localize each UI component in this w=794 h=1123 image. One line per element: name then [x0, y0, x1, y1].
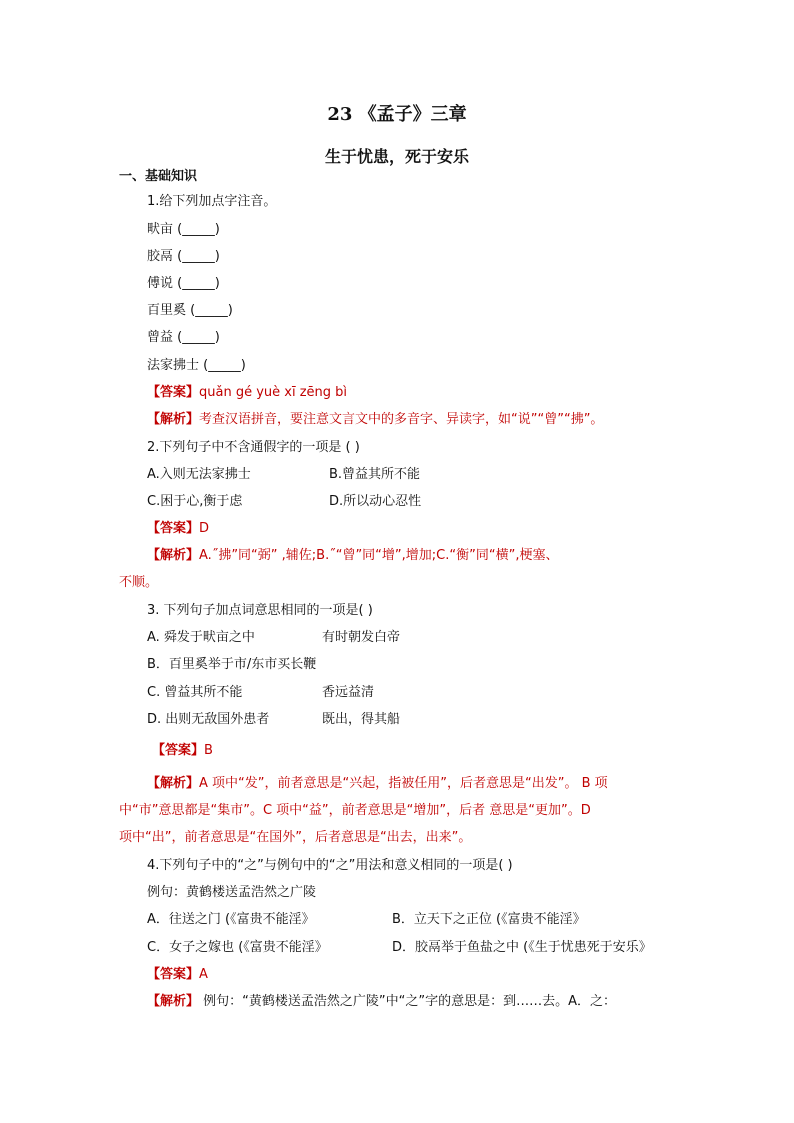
q3-explanation-cont: 项中“出”，前者意思是“在国外”，后者意思是“出去，出来”。: [119, 830, 472, 845]
q4-stem: 4.下列句子中的“之”与例句中的“之”用法和意义相同的一项是( ): [147, 858, 513, 873]
explanation-text: 考查汉语拼音，要注意文言文中的多音字、异读字，如“说”“曾”“拂”。: [199, 412, 604, 427]
q4-option-d: D．胶鬲举于鱼盐之中 (《生于忧患死于安乐》: [392, 940, 652, 955]
q1-item: 法家拂士 (_____): [147, 358, 246, 373]
page-subtitle: 生于忧患，死于安乐: [324, 147, 469, 166]
q2-stem: 2.下列句子中不含通假字的一项是 ( ): [147, 440, 360, 455]
q2-answer: [147, 521, 209, 537]
q3-answer: [152, 743, 213, 759]
q3-option-d-left: D. 出则无敌国外患者: [147, 712, 270, 727]
page-title: 23 《孟子》三章: [327, 104, 467, 125]
q3-option-c-left: C. 曾益其所不能: [147, 685, 243, 700]
q1-item: 畎亩 (_____): [147, 222, 220, 237]
q1-answer: [147, 385, 347, 401]
answer-tag: 【答案】: [152, 743, 205, 758]
explanation-tag: 【解析】: [147, 994, 200, 1009]
q4-example: 例句：黄鹤楼送孟浩然之广陵: [147, 885, 317, 900]
answer-tag: 【答案】: [147, 967, 200, 982]
answer-text: quǎn gé yuè xī zēng bì: [199, 385, 348, 400]
answer-tag: 【答案】: [147, 521, 200, 536]
answer-text: B: [204, 743, 213, 758]
explanation-text: A.˝拂”同“弼” ,辅佐;B.˝“曾”同“增”,增加;C.“衡”同“横”,梗塞、: [199, 548, 559, 563]
answer-text: A: [199, 967, 208, 982]
q3-explanation: [147, 776, 608, 792]
q1-item: 傅说 (_____): [147, 276, 220, 291]
answer-text: D: [199, 521, 210, 536]
q2-option-a: A.入则无法家拂士: [147, 467, 251, 482]
q4-explanation: [147, 994, 616, 1010]
q1-item: 百里奚 (_____): [147, 303, 233, 318]
q4-option-a: A．往送之门 (《富贵不能淫》: [147, 912, 315, 927]
q3-explanation-cont: 中“市”意思都是“集市”。C 项中“益”，前者意思是“增加”，后者 意思是“更加”。D: [119, 803, 591, 818]
q3-stem: 3. 下列句子加点词意思相同的一项是( ): [147, 603, 373, 618]
q2-explanation-cont: 不顺。: [119, 575, 159, 590]
explanation-tag: 【解析】: [147, 548, 200, 563]
q1-stem: 1.给下列加点字注音。: [147, 194, 277, 209]
q3-option-a-right: 有时朝发白帝: [322, 630, 401, 645]
explanation-text: A 项中“发”，前者意思是“兴起，指被任用”，后者意思是“出发”。 B 项: [199, 776, 608, 791]
q2-option-b: B.曾益其所不能: [329, 467, 421, 482]
q1-item: 曾益 (_____): [147, 330, 220, 345]
explanation-tag: 【解析】: [147, 776, 200, 791]
answer-tag: 【答案】: [147, 385, 200, 400]
q2-option-c: C.困于心,衡于虑: [147, 494, 243, 509]
q4-option-b: B．立天下之正位 (《富贵不能淫》: [392, 912, 586, 927]
explanation-tag: 【解析】: [147, 412, 200, 427]
q1-item: 胶鬲 (_____): [147, 249, 220, 264]
q2-option-d: D.所以动心忍性: [329, 494, 422, 509]
section-heading: 一、基础知识: [119, 169, 198, 184]
q3-option-a-left: A. 舜发于畎亩之中: [147, 630, 255, 645]
q4-answer: [147, 967, 208, 983]
q3-option-b: B．百里奚举于市/东市买长鞭: [147, 657, 317, 672]
q1-explanation: [147, 412, 603, 428]
q2-explanation: [147, 548, 558, 564]
explanation-text: 例句：“黄鹤楼送孟浩然之广陵”中“之”字的意思是：到……去。A．之：: [199, 994, 616, 1009]
q4-option-c: C．女子之嫁也 (《富贵不能淫》: [147, 940, 328, 955]
q3-option-c-right: 香远益清: [322, 685, 375, 700]
q3-option-d-right: 既出，得其船: [322, 712, 401, 727]
